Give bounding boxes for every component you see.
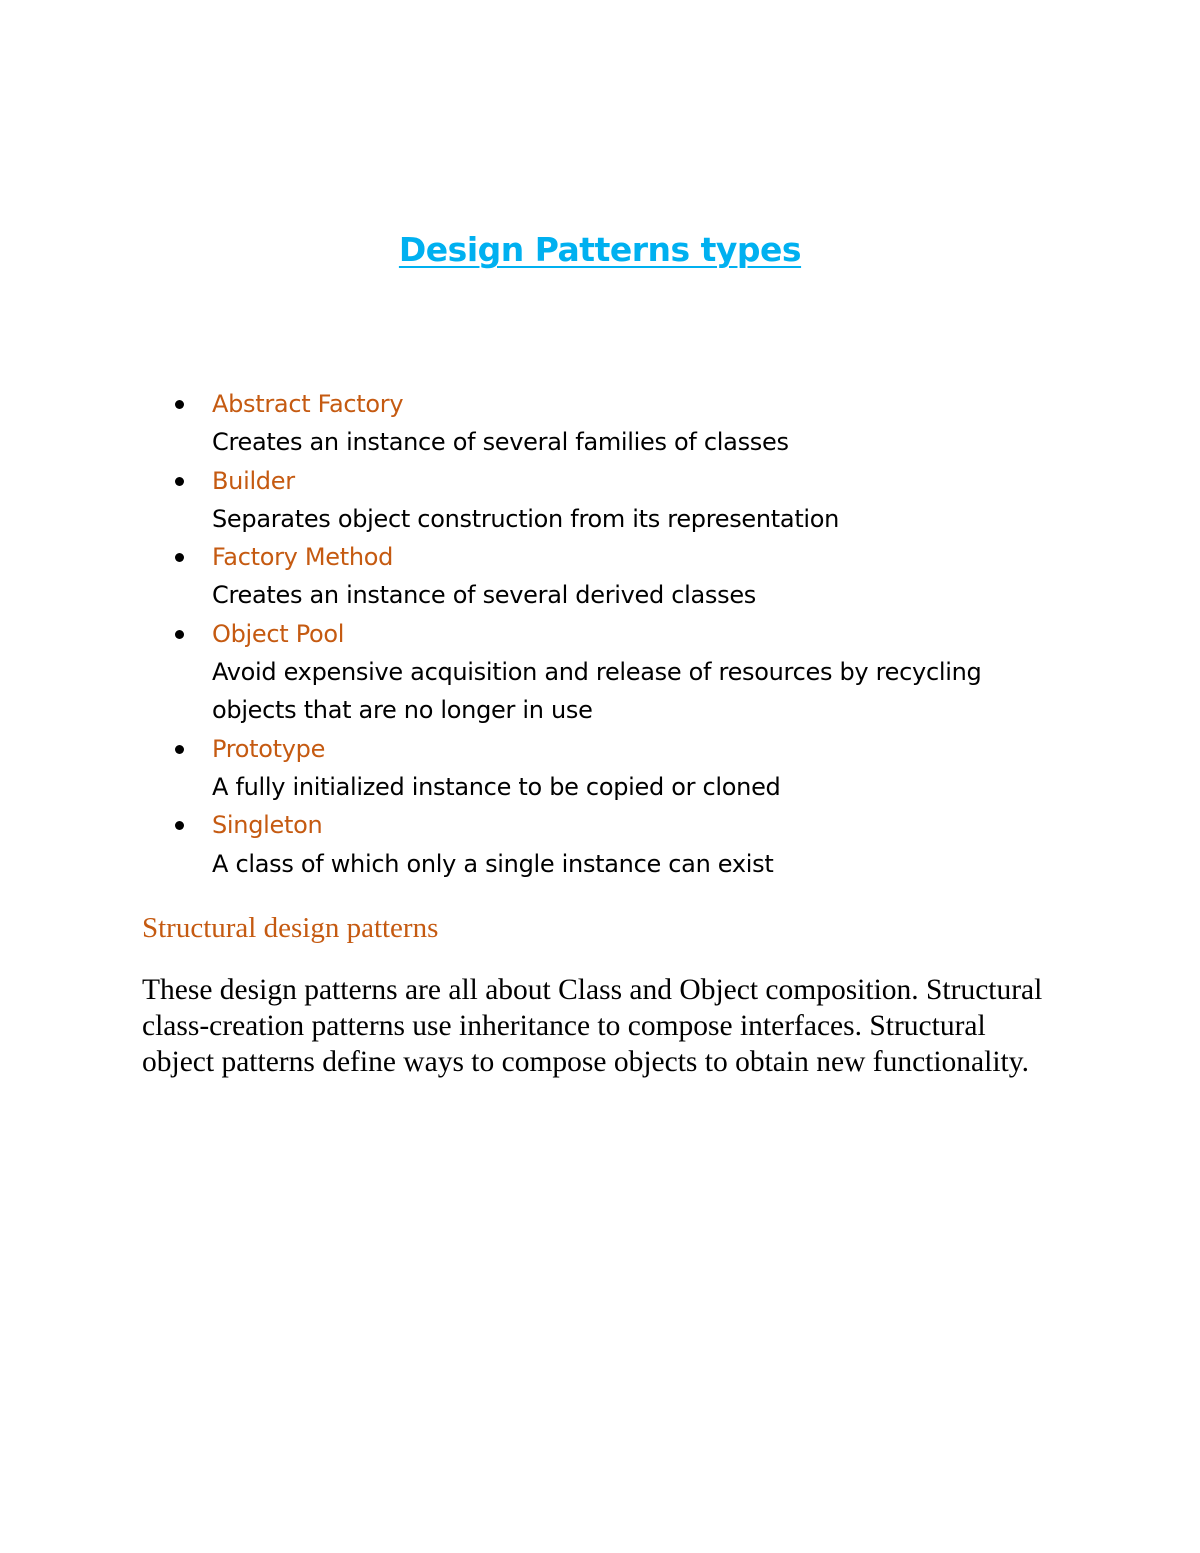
bullet-icon (175, 821, 184, 830)
pattern-description: A class of which only a single instance can exist (212, 849, 774, 878)
pattern-description: Avoid expensive acquisition and release of resources by recycling objects that are no longer in use (212, 658, 982, 725)
list-item (0, 538, 1062, 615)
pattern-name: Prototype (212, 734, 326, 763)
bullet-icon (175, 400, 184, 409)
pattern-name: Factory Method (212, 543, 394, 572)
pattern-name: Builder (212, 466, 295, 495)
pattern-name: Abstract Factory (212, 390, 404, 418)
bullet-icon (175, 630, 184, 639)
pattern-description: Creates an instance of several derived classes (212, 581, 757, 610)
list-item (0, 806, 1062, 883)
structural-section-body: These design patterns are all about Class and Object composition. Structural class-creation patterns use inheritance to compose interfaces. Structural object patterns define ways to compose objects to obtain new functionality. (142, 974, 1043, 1078)
bullet-icon (175, 553, 184, 562)
creational-pattern-list (0, 385, 1062, 883)
pattern-description: Separates object construction from its representation (212, 504, 840, 533)
bullet-icon (175, 477, 184, 486)
pattern-description: Creates an instance of several families of classes (212, 428, 789, 457)
pattern-name: Singleton (212, 811, 323, 840)
list-item (0, 462, 1062, 539)
list-item (0, 385, 1062, 462)
list-item (0, 615, 1062, 730)
document-title: Design Patterns types (398, 230, 802, 269)
structural-section-heading: Structural design patterns (142, 912, 439, 944)
pattern-description: A fully initialized instance to be copied or cloned (212, 772, 781, 801)
pattern-name: Object Pool (212, 619, 345, 648)
bullet-icon (175, 745, 184, 754)
list-item (0, 730, 1062, 807)
